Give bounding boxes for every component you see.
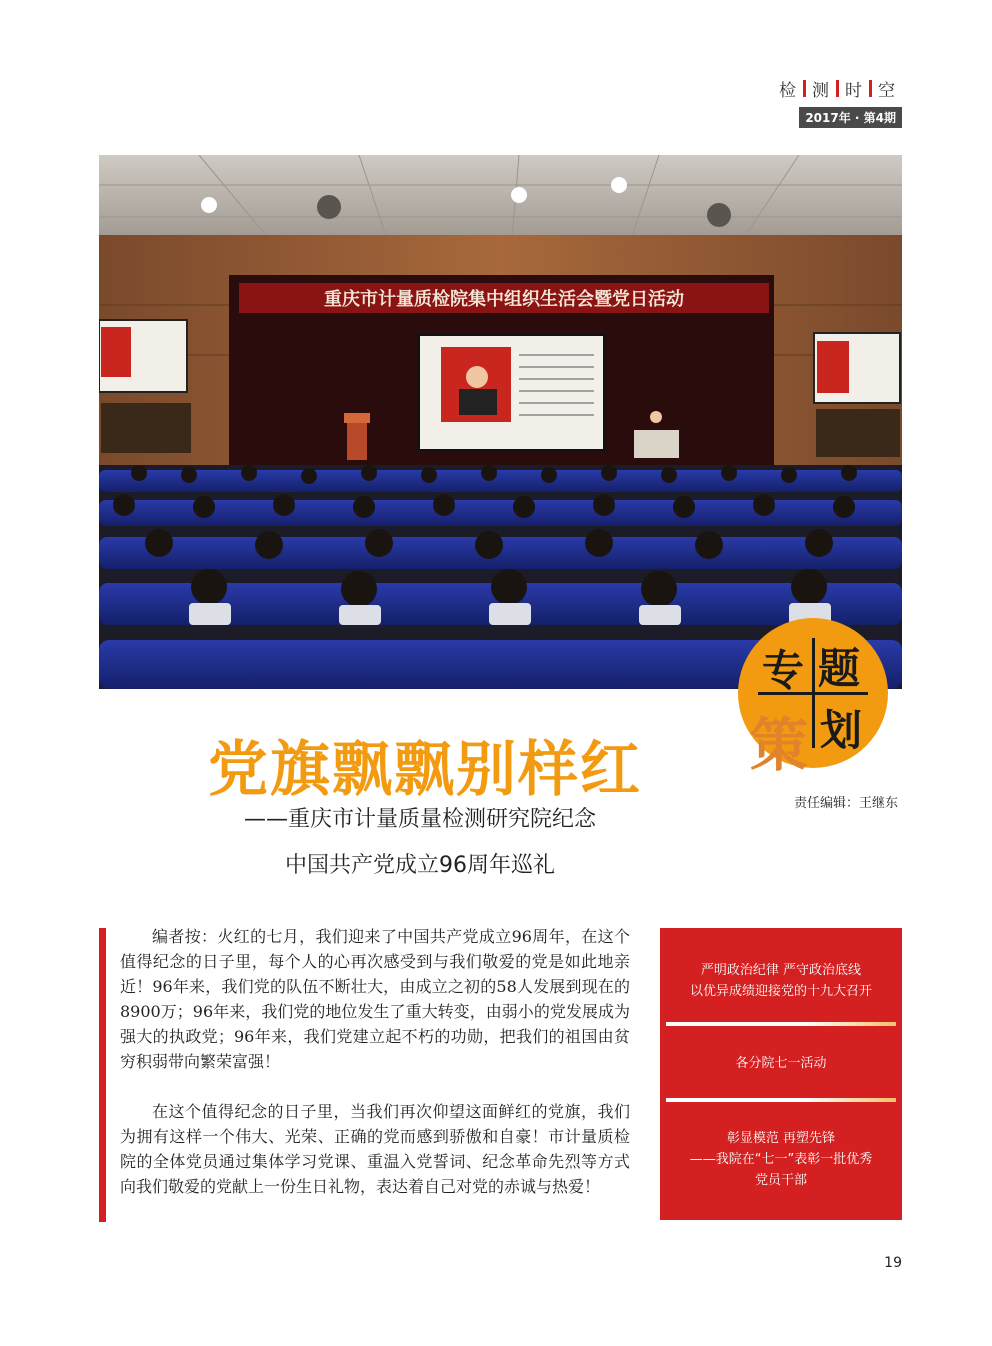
- issue-label: 2017年 · 第4期: [799, 107, 902, 128]
- subtitle-line-1: ——重庆市计量质量检测研究院纪念: [243, 807, 596, 832]
- magazine-name-char: 空: [878, 81, 896, 101]
- auditorium-photo: [99, 155, 902, 689]
- magazine-name-char: 时: [845, 81, 863, 101]
- sidebar-item-line: ——我院在“七一”表彰一批优秀: [689, 1152, 873, 1167]
- article-paragraph: 在这个值得纪念的日子里，当我们再次仰望这面鲜红的党旗，我们为拥有这样一个伟大、光荣、正确的党而感到骄傲和自豪！市计量质检院的全体党员通过集体学习党课、重温入党誓词、纪念革命先烈等方式向我们敬爱的党献上一份生日礼物，表达着自己对党的赤诚与热爱！: [120, 1102, 630, 1196]
- article-body: [120, 924, 630, 1199]
- sidebar-item-model-pioneers[interactable]: [660, 1128, 902, 1191]
- masthead: [773, 76, 902, 128]
- sidebar-divider: [666, 1098, 896, 1102]
- badge-char: 策: [750, 711, 809, 779]
- magazine-name-char: 检: [779, 81, 797, 101]
- badge-char: 划: [820, 706, 863, 755]
- badge-char: 专: [762, 646, 805, 695]
- page-number: 19: [884, 1255, 902, 1271]
- main-title: 党旗飘飘别样红: [208, 735, 642, 805]
- badge-char: 题: [818, 644, 861, 693]
- editor-credit: 责任编辑：王继东: [793, 796, 898, 811]
- topic-sidebar: [660, 928, 902, 1220]
- sidebar-item-line: 彰显模范 再塑先锋: [726, 1131, 836, 1146]
- sidebar-item-line: 各分院七一活动: [735, 1056, 827, 1071]
- sidebar-item-line: 严明政治纪律 严守政治底线: [700, 963, 862, 978]
- sidebar-item-line: 以优异成绩迎接党的十九大召开: [689, 984, 872, 999]
- magazine-name-char: 测: [812, 81, 830, 101]
- banner-text: 重庆市计量质检院集中组织生活会暨党日活动: [324, 289, 684, 310]
- magazine-name: [773, 76, 902, 101]
- sidebar-item-branch-activities[interactable]: [660, 1053, 902, 1074]
- auditorium-illustration: [99, 155, 902, 689]
- sidebar-divider: [666, 1022, 896, 1026]
- sidebar-item-discipline[interactable]: [660, 960, 902, 1002]
- subtitle-line-2: 中国共产党成立96周年巡礼: [285, 853, 555, 878]
- sidebar-item-line: 党员干部: [754, 1173, 807, 1188]
- article-accent-bar: [99, 928, 106, 1222]
- article-paragraph: 编者按：火红的七月，我们迎来了中国共产党成立96周年，在这个值得纪念的日子里，每个人的心再次感受到与我们敬爱的党是如此地亲近！96年来，我们党的队伍不断壮大，由成立之初的58人发展到现在的8900万；96年来，我们党的地位发生了重大转变，由弱小的党发展成为强大的执政党；96年来，我们党建立起不朽的功勋，把我们的祖国由贫穷积弱带向繁荣富强！: [120, 927, 630, 1071]
